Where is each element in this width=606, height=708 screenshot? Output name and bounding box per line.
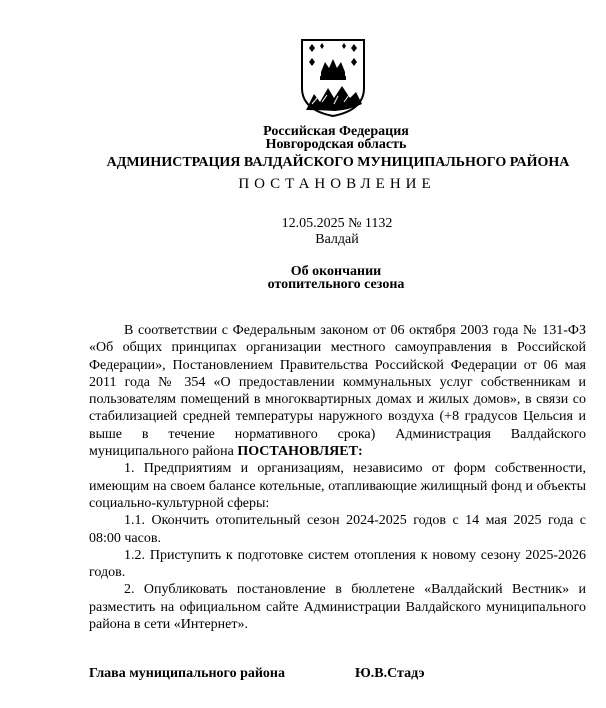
document-body [89,322,586,633]
item-1-1: 1.1. Окончить отопительный сезон 2024-2025 годов с 14 мая 2025 года с 08:00 часов. [89,513,586,546]
item-1-2: 1.2. Приступить к подготовке систем отопления к новому сезону 2025-2026 годов. [89,547,586,581]
preamble-text: В соответствии с Федеральным законом от 06 октября 2003 года № 131-ФЗ «Об общих принципах организации местного самоуправления в Российской Федерации», Постановлением Правительства Российской Федерации от 06 мая 2011 года № 354 «О предоставлении коммунальных услуг собственникам и пользователям помещений в многоквартирных домах и жилых домов», в связи со стабилизацией средней температуры наружного воздуха (+8 градусов Цельсия и выше в течение нормативного срока) Администрация Валдайского муниципального района [89,323,586,460]
item-1: 1. Предприятиям и организациям, независимо от форм собственности, имеющим на своем балансе котельные, отапливающие жилищный фонд и объекты социально-культурной сферы: [89,461,586,511]
city-name: Валдай [315,232,359,247]
decree-word: ПОСТАНОВЛЯЕТ: [237,444,363,460]
authority-name: АДМИНИСТРАЦИЯ ВАЛДАЙСКОГО МУНИЦИПАЛЬНОГО РАЙОНА [106,155,570,170]
document-title-line1: Об окончании [290,264,382,279]
date-number: 12.05.2025 № 1132 [281,216,393,231]
item-2: 2. Опубликовать постановление в бюллетене «Валдайский Вестник» и разместить на официальном сайте Администрации Валдайского муниципального района в сети «Интернет». [89,582,586,633]
coat-of-arms-emblem [298,38,368,118]
region-name: Новгородская область [265,137,407,152]
signature-title: Глава муниципального района [89,666,285,681]
signature-name: Ю.В.Стадэ [355,666,425,681]
document-type: ПОСТАНОВЛЕНИЕ [238,176,436,192]
preamble-paragraph [89,322,586,460]
document-title-line2: отопительного сезона [267,277,405,292]
country-name: Российская Федерация [263,124,409,139]
